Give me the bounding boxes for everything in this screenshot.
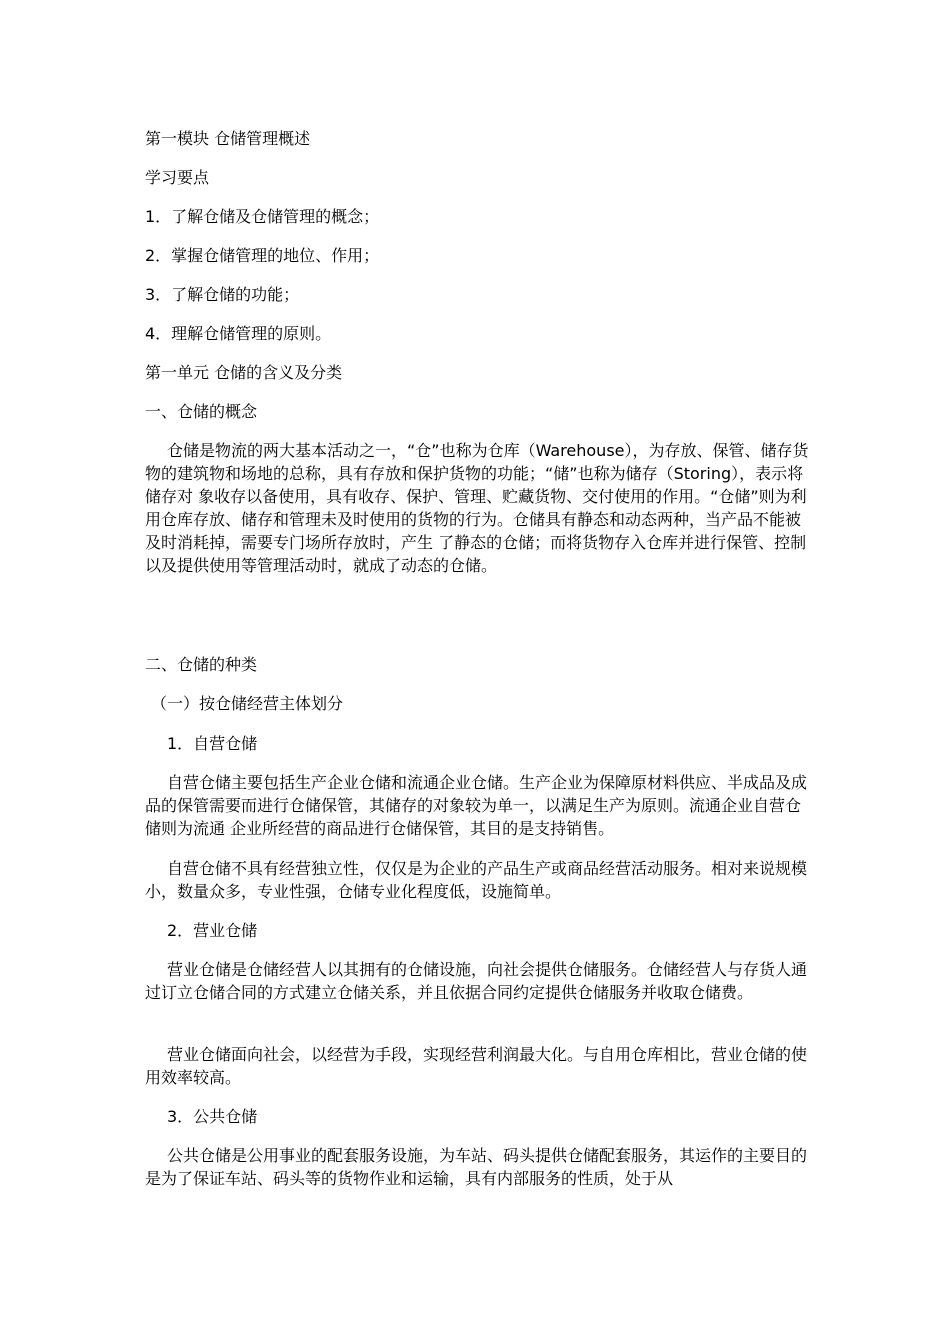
- item-2-title: 2．营业仓储: [167, 921, 258, 940]
- learning-point-2: 2．掌握仓储管理的地位、作用；: [145, 246, 380, 265]
- section-2-heading: 二、仓储的种类: [145, 655, 258, 674]
- learning-point-4: 4．理解仓储管理的原则。: [145, 324, 332, 343]
- item-1-paragraph-2: 自营仓储不具有经营独立性，仅仅是为企业的产品生产或商品经营活动服务。相对来说规模小，数量众多，专业性强，仓储专业化程度低，设施简单。: [145, 859, 808, 901]
- section-1-paragraph: 仓储是物流的两大基本活动之一，“仓”也称为仓库（Warehouse），为存放、保管、储存货物的建筑物和场地的总称，具有存放和保护货物的功能；“储”也称为储存（Storing），表示将储存对 象收存以备使用，具有收存、保护、管理、贮藏货物、交付使用的作用。“仓储”则为利用仓库存放、储存和管理未及时使用的货物的行为。仓储具有静态和动态两种，当产品不能被及时消耗掉，需要专门场所存放时，产生 了静态的仓储；而将货物存入仓库并进行保管、控制以及提供使用等管理活动时，就成了动态的仓储。: [145, 441, 809, 575]
- item-2-paragraph-2: 营业仓储面向社会，以经营为手段，实现经营利润最大化。与自用仓库相比，营业仓储的使用效率较高。: [145, 1045, 808, 1087]
- item-3-title: 3．公共仓储: [167, 1107, 258, 1126]
- item-1-paragraph-1: 自营仓储主要包括生产企业仓储和流通企业仓储。生产企业为保障原材料供应、半成品及成品的保管需要而进行仓储保管，其储存的对象较为单一，以满足生产为原则。流通企业自营仓储则为流通 企业所经营的商品进行仓储保管，其目的是支持销售。: [145, 773, 808, 838]
- learning-point-3: 3．了解仓储的功能；: [145, 285, 300, 304]
- learning-points-heading: 学习要点: [145, 168, 210, 187]
- section-1-heading: 一、仓储的概念: [145, 402, 258, 421]
- item-1-title: 1．自营仓储: [167, 734, 258, 753]
- module-title: 第一模块 仓储管理概述: [145, 129, 311, 148]
- item-3-paragraph-1: 公共仓储是公用事业的配套服务设施，为车站、码头提供仓储配套服务，其运作的主要目的是为了保证车站、码头等的货物作业和运输，具有内部服务的性质，处于从: [145, 1146, 808, 1188]
- unit-title: 第一单元 仓储的含义及分类: [145, 363, 343, 382]
- section-2-subheading: （一）按仓储经营主体划分: [151, 694, 344, 713]
- item-2-paragraph-1: 营业仓储是仓储经营人以其拥有的仓储设施，向社会提供仓储服务。仓储经营人与存货人通过订立仓储合同的方式建立仓储关系，并且依据合同约定提供仓储服务并收取仓储费。: [145, 960, 808, 1002]
- learning-point-1: 1．了解仓储及仓储管理的概念；: [145, 207, 380, 226]
